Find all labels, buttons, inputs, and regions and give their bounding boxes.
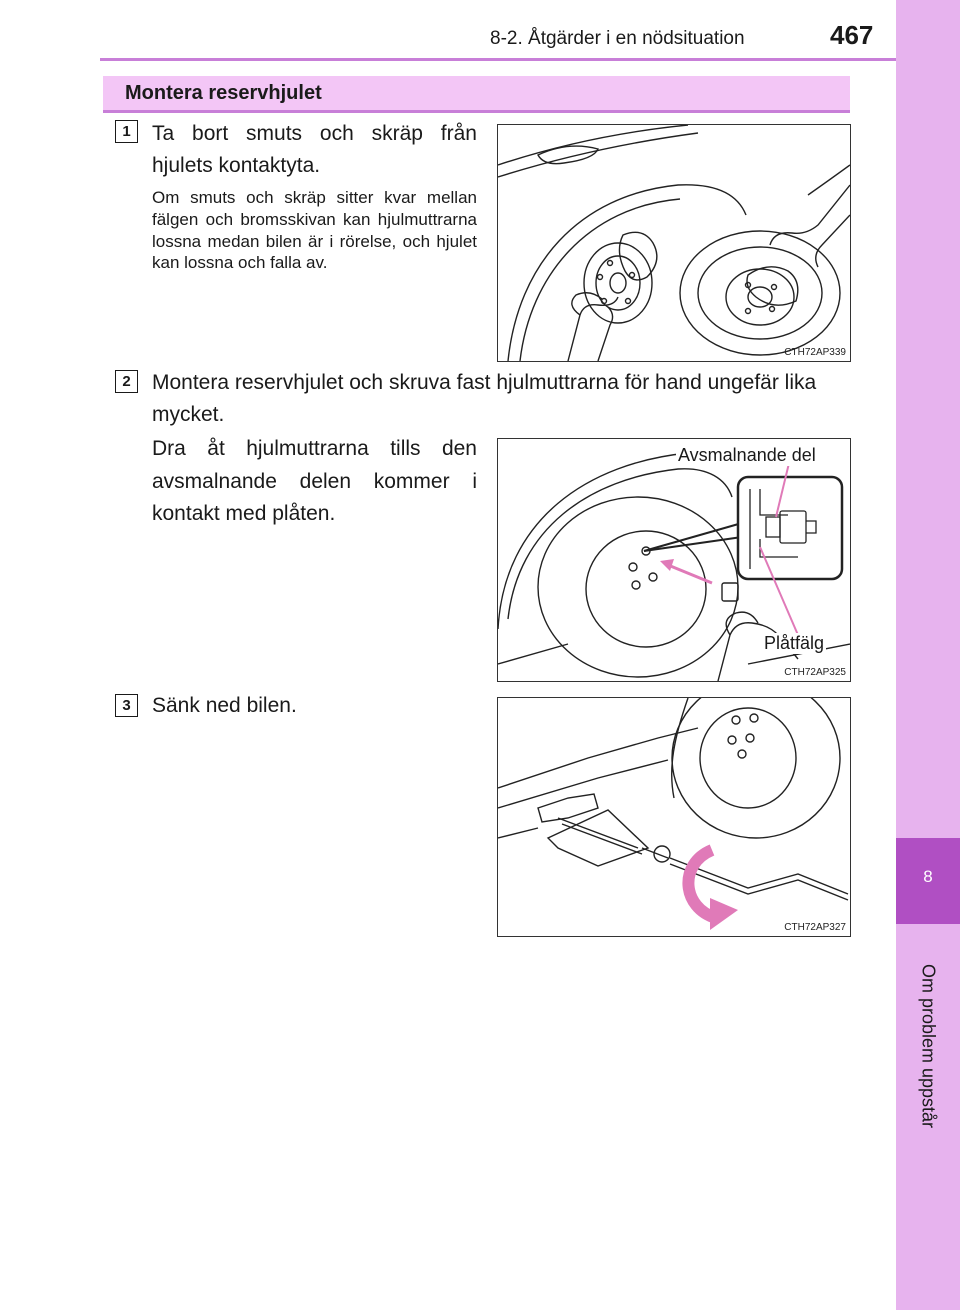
clean-wheel-illustration [498,125,850,361]
step-3-text: Sänk ned bilen. [152,694,297,717]
step-1-note: Om smuts och skräp sitter kvar mellan fälgen och bromsskivan kan hjulmuttrarna lossna medan bilen är i rörelse, och hjulet kan lossna och falla av. [152,188,477,273]
callout-tapered-part: Avsmalnande del [678,445,816,465]
page-number: 467 [830,20,874,50]
figure-code: CTH72AP339 [784,347,846,358]
step-2-detail: Dra åt hjulmuttrarna tills den avsmalnande delen kommer i kontakt med plåten. [152,437,477,526]
callout-steel-rim: Plåtfälg [764,633,825,653]
running-header: 8-2. Åtgärder i en nödsituation [490,28,745,49]
figure-clean-wheel [497,124,851,362]
figure-code: CTH72AP325 [784,667,846,678]
step-1-text: Ta bort smuts och skräp från hjulets kontaktyta. [152,122,477,177]
figure-lower-vehicle [497,697,851,937]
header-divider [100,58,896,61]
lower-vehicle-illustration [498,698,850,936]
section-title: Montera reservhjulet [125,82,322,104]
figure-code: CTH72AP327 [784,922,846,933]
section-heading-bar [103,76,850,113]
step-number-3: 3 [115,694,138,717]
chapter-number: 8 [896,838,960,924]
step-number-1: 1 [115,120,138,143]
step-number-2: 2 [115,370,138,393]
step-2-text: Montera reservhjulet och skruva fast hjulmuttrarna för hand ungefär lika mycket. [152,371,817,426]
figure-mount-spare [497,438,851,682]
chapter-title: Om problem uppstår [918,963,939,1129]
